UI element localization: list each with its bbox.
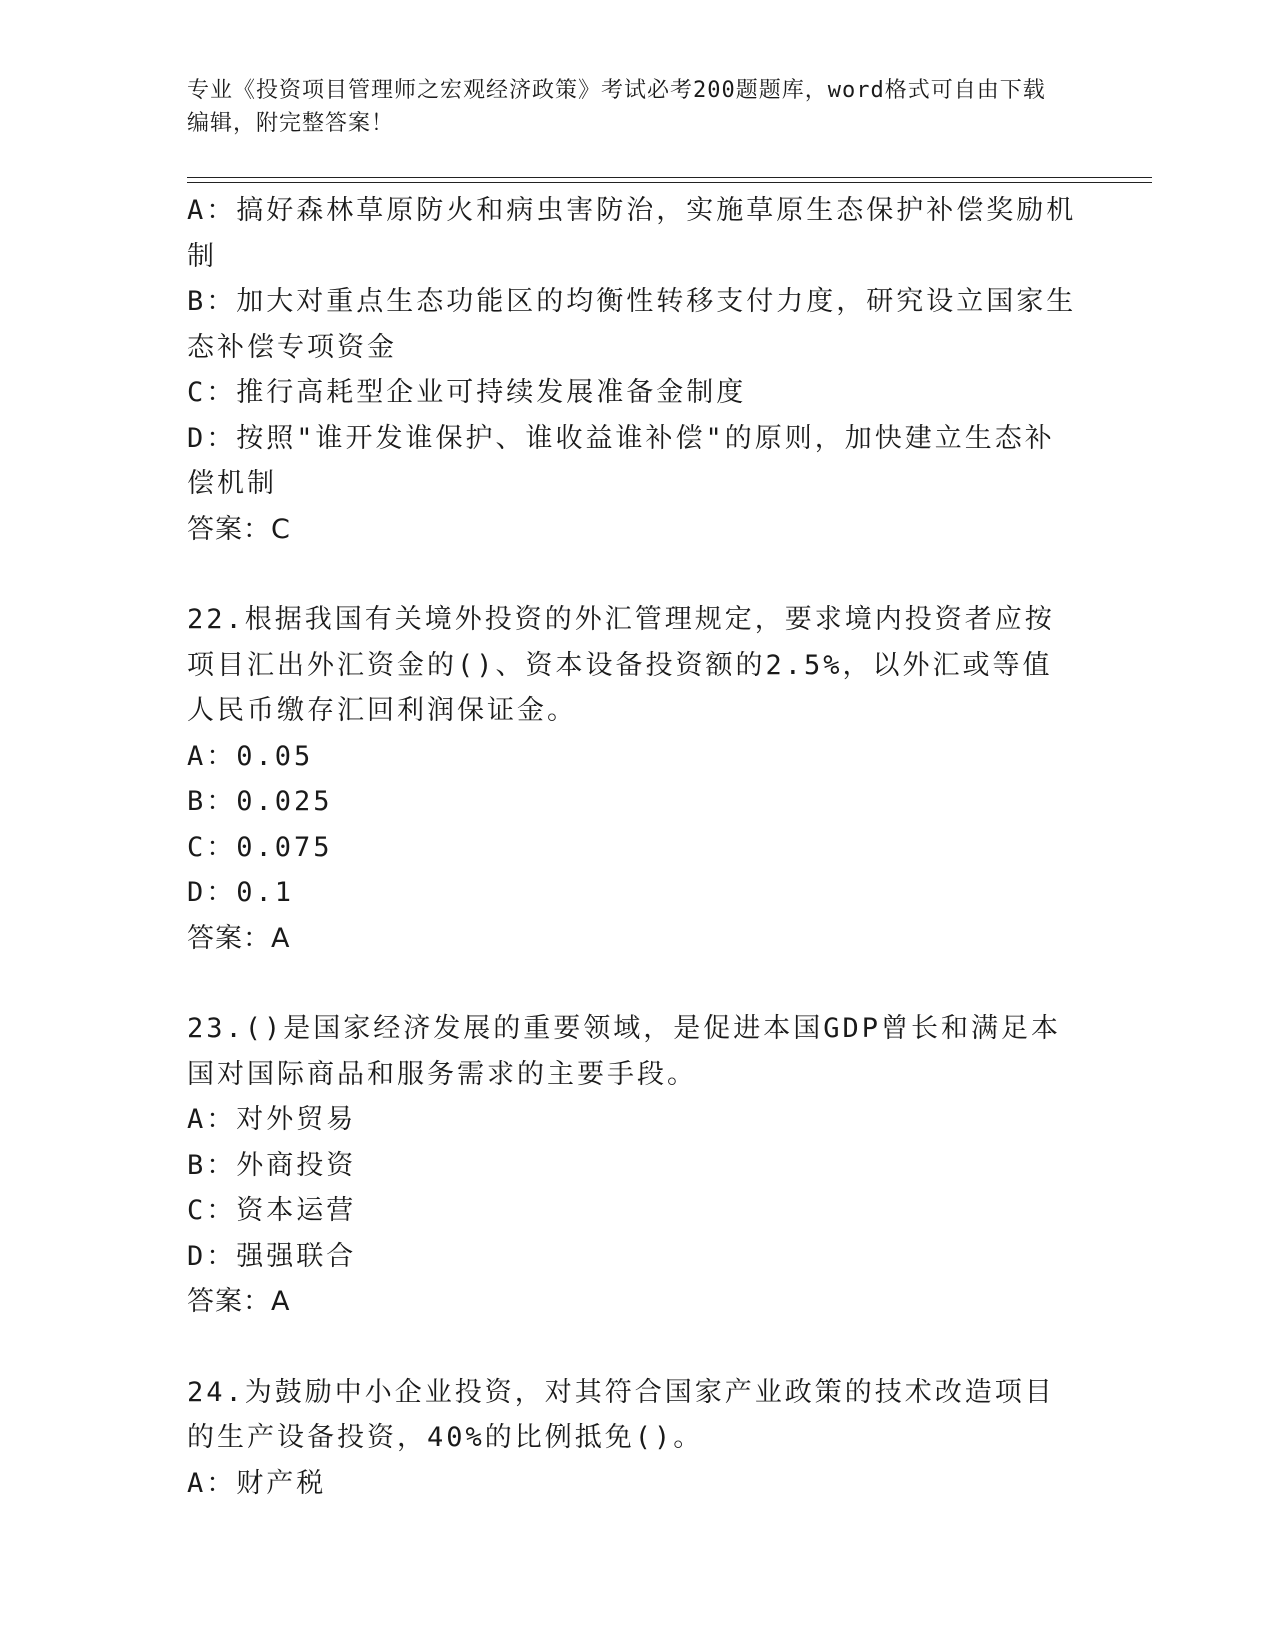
question-23 <box>187 1006 1077 1325</box>
header-divider-bottom <box>187 182 1152 183</box>
document-header: 专业《投资项目管理师之宏观经济政策》考试必考200题题库，word格式可自由下载编辑，附完整答案！ <box>187 78 1046 136</box>
question-stem: 22.根据我国有关境外投资的外汇管理规定，要求境内投资者应按项目汇出外汇资金的()、资本设备投资额的2.5%，以外汇或等值人民币缴存汇回利润保证金。 <box>187 604 1055 726</box>
header-divider-top <box>187 177 1152 178</box>
spacer <box>187 1325 1077 1370</box>
option-a: A：0.05 <box>187 740 314 772</box>
option-c: C：0.075 <box>187 831 333 863</box>
question-stem: 24.为鼓励中小企业投资，对其符合国家产业政策的技术改造项目的生产设备投资，40%的比例抵免()。 <box>187 1376 1055 1453</box>
option-a: A：搞好森林草原防火和病虫害防治，实施草原生态保护补偿奖励机制 <box>187 195 1077 272</box>
option-c: C：资本运营 <box>187 1195 357 1226</box>
answer-line: 答案：C <box>187 513 291 545</box>
option-d: D：强强联合 <box>187 1240 357 1272</box>
answer-line: 答案：A <box>187 922 291 954</box>
spacer <box>187 961 1077 1006</box>
question-list <box>187 188 1077 1506</box>
option-d: D：0.1 <box>187 877 295 908</box>
option-a: A：对外贸易 <box>187 1104 357 1135</box>
option-d: D：按照"谁开发谁保护、谁收益谁补偿"的原则，加快建立生态补偿机制 <box>187 422 1055 499</box>
question-stem: 23.()是国家经济发展的重要领域，是促进本国GDP曾长和满足本国对国际商品和服务需求的主要手段。 <box>187 1013 1062 1090</box>
option-b: B：加大对重点生态功能区的均衡性转移支付力度，研究设立国家生态补偿专项资金 <box>187 286 1077 363</box>
answer-line: 答案：A <box>187 1286 291 1317</box>
question-24 <box>187 1370 1077 1507</box>
option-c: C：推行高耗型企业可持续发展准备金制度 <box>187 377 747 408</box>
question-21 <box>187 188 1077 552</box>
question-22 <box>187 597 1077 961</box>
option-b: B：外商投资 <box>187 1149 357 1181</box>
option-a: A：财产税 <box>187 1467 327 1499</box>
spacer <box>187 552 1077 597</box>
option-b: B：0.025 <box>187 786 333 817</box>
